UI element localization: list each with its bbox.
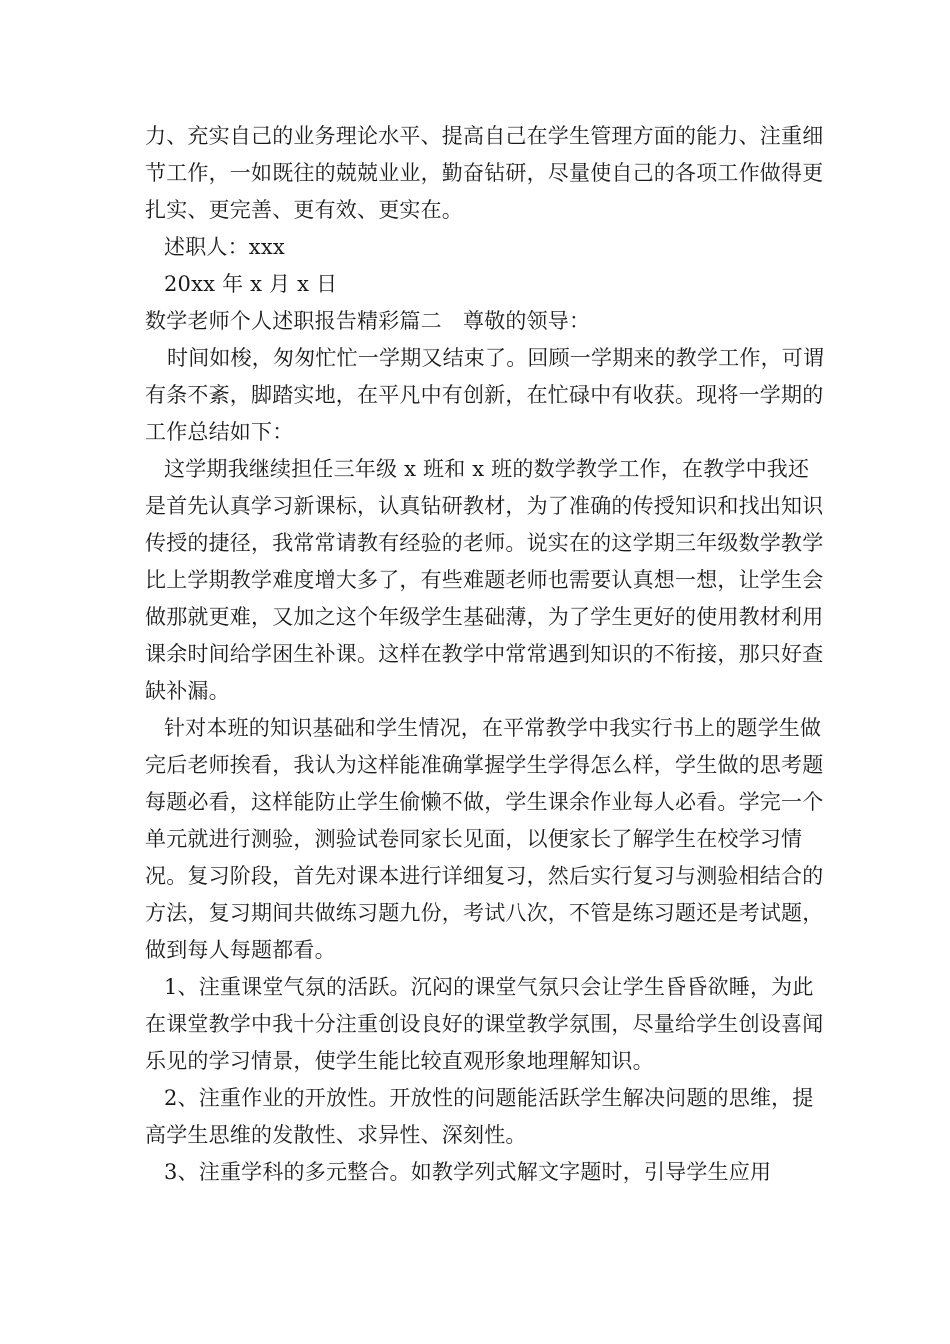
reporter-signature: 述职人：xxx (164, 235, 285, 259)
list-item-open-homework: 2、注重作业的开放性。开放性的问题能活跃学生解决问题的思维，提高学生思维的发散性、求异性、深刻性。 (145, 1086, 814, 1147)
paragraph-homework-checking: 针对本班的知识基础和学生情况，在平常教学中我实行书上的题学生做完后老师挨看，我认为这样能准确掌握学生学得怎么样，学生做的思考题每题必看，这样能防止学生偷懒不做，学生课余作业每人必看。学完一个单元就进行测验，测验试卷同家长见面，以便家长了解学生在校学习情况。复习阶段，首先对课本进行详细复习，然后实行复习与测验相结合的方法，复习期间共做练习题九份，考试八次，不管是练习题还是考试题，做到每人每题都看。 (145, 716, 824, 962)
document-body (145, 118, 825, 1191)
paragraph-continuation: 力、充实自己的业务理论水平、提高自己在学生管理方面的能力、注重细节工作，一如既往的兢兢业业，勤奋钻研，尽量使自己的各项工作做得更扎实、更完善、更有效、更实在。 (145, 124, 824, 222)
paragraph-teaching-work: 这学期我继续担任三年级 x 班和 x 班的数学教学工作，在教学中我还是首先认真学习新课标，认真钻研教材，为了准确的传授知识和找出知识传授的捷径，我常常请教有经验的老师。说实在的这学期三年级数学教学比上学期教学难度增大多了，有些难题老师也需要认真想一想，让学生会做那就更难，又加之这个年级学生基础薄，为了学生更好的使用教材利用课余时间给学困生补课。这样在教学中常常遇到知识的不衔接，那只好查缺补漏。 (145, 457, 824, 703)
report-date: 20xx 年 x 月 x 日 (164, 272, 338, 296)
paragraph-intro: 时间如梭，匆匆忙忙一学期又结束了。回顾一学期来的教学工作，可谓有条不紊，脚踏实地，在平凡中有创新，在忙碌中有收获。现将一学期的工作总结如下： (145, 346, 825, 444)
list-item-classroom-atmosphere: 1、注重课堂气氛的活跃。沉闷的课堂气氛只会让学生昏昏欲睡，为此在课堂教学中我十分注重创设良好的课堂教学氛围，尽量给学生创设喜闻乐见的学习情景，使学生能比较直观形象地理解知识。 (145, 975, 824, 1073)
section-heading: 数学老师个人述职报告精彩篇二 尊敬的领导： (145, 309, 591, 333)
list-item-subject-integration: 3、注重学科的多元整合。如教学列式解文字题时，引导学生应用 (164, 1160, 772, 1184)
